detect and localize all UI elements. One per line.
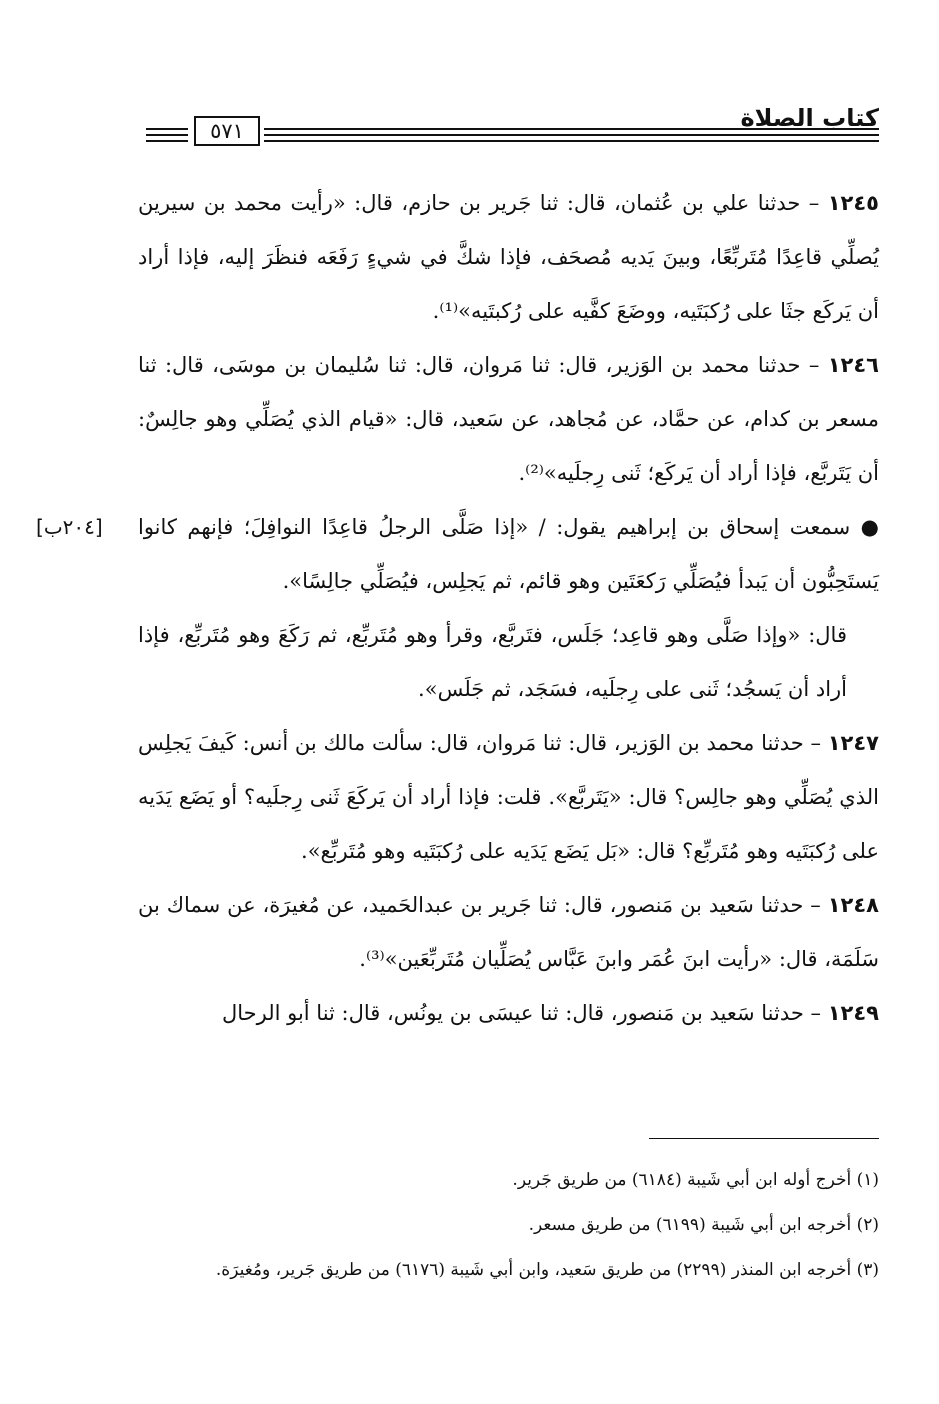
hadith-number: ١٢٤٧ <box>827 731 879 755</box>
main-text <box>36 176 880 1040</box>
hadith-number: ١٢٤٥ <box>827 191 879 215</box>
footnote-separator <box>649 1138 879 1139</box>
footnote-2: (٢) أخرجه ابن أبي شَيبة (٦١٩٩) من طريق مسعر. <box>528 1215 879 1235</box>
hadith-text: – حدثنا سَعيد بن مَنصور، قال: ثنا عيسَى بن يونُس، قال: ثنا أبو الرحال <box>221 1001 822 1025</box>
header-rule <box>146 128 188 130</box>
hadith-1247 <box>138 716 879 878</box>
hadith-text: – حدثنا سَعيد بن مَنصور، قال: ثنا جَرير بن عبدالحَميد، عن مُغيرَة، عن سماك بن سَلَمَة، قال: «رأيت ابنَ عُمَر وابنَ عَبَّاس يُصَلِّيان مُتَربِّعَين»⁽³⁾. <box>138 893 879 971</box>
hadith-number: ١٢٤٨ <box>827 893 880 917</box>
hadith-text: – حدثنا محمد بن الوَزير، قال: ثنا مَروان، قال: ثنا سُليمان بن موسَى، قال: ثنا مسعر بن كدام، عن حمَّاد، عن مُجاهد، عن سَعيد، قال: «قيام الذي يُصَلِّي وهو جالِسٌ: أن يَتَربَّع، فإذا أراد أن يَركَع؛ ثَنى رِجلَيه»⁽²⁾. <box>138 353 879 485</box>
header-rule <box>264 140 879 142</box>
header-rule <box>146 140 188 142</box>
page-number: ٥٧١ <box>194 116 260 146</box>
folio-marker: [٢٠٤ب] <box>36 515 103 539</box>
hadith-number: ١٢٤٦ <box>827 353 879 377</box>
hadith-1246 <box>138 338 879 500</box>
header-rule <box>264 134 879 136</box>
header-rule <box>146 134 188 136</box>
narration-paragraph <box>138 608 879 716</box>
footnote-1: (١) أخرج أوله ابن أبي شَيبة (٦١٨٤) من طريق جَرير. <box>512 1170 879 1190</box>
running-head-title: كتاب الصلاة <box>740 104 879 132</box>
page-header <box>146 104 879 154</box>
footnote-3: (٣) أخرجه ابن المنذر (٢٢٩٩) من طريق سَعيد، وابن أبي شَيبة (٦١٧٦) من طريق جَرير، ومُغيرَة. <box>215 1260 879 1280</box>
hadith-text: – حدثنا علي بن عُثمان، قال: ثنا جَرير بن حازم، قال: «رأيت محمد بن سيرين يُصلِّي قاعِدًا مُتَربِّعًا، وبينَ يَديه مُصحَف، فإذا شكَّ في شيءٍ رَفَعَه فنظَرَ إليه، فإذا أراد أن يَركَع جثَا على رُكبَتَيه، ووضَعَ كفَّيه على رُكبتَيه»⁽¹⁾. <box>138 191 879 323</box>
narration-paragraph <box>36 500 879 608</box>
narration-text: قال: «وإذا صَلَّى وهو قاعِد؛ جَلَس، فتَربَّع، وقرأ وهو مُتَربِّع، ثم رَكَعَ وهو مُتَربِّع، فإذا أراد أن يَسجُد؛ ثَنى على رِجلَيه، فسَجَد، ثم جَلَس». <box>138 623 847 701</box>
hadith-1245 <box>138 176 879 338</box>
hadith-number: ١٢٤٩ <box>827 1001 879 1025</box>
hadith-text: – حدثنا محمد بن الوَزير، قال: ثنا مَروان، قال: سألت مالك بن أنس: كَيفَ يَجلِس الذي يُصَلِّي وهو جالِس؟ قال: «يَتَربَّع». قلت: فإذا أراد أن يَركَعَ ثَنى رِجلَيه؟ أو يَضَع يَدَيه على رُكبَتَيه وهو مُتَربِّع؟ قال: «بَل يَضَع يَدَيه على رُكبَتَيه وهو مُتَربِّع». <box>138 731 879 863</box>
narration-text: ● سمعت إسحاق بن إبراهيم يقول: / «إذا صَلَّى الرجلُ قاعِدًا النوافِلَ؛ فإنهم كانوا يَستَحِبُّون أن يَبدأ فيُصَلِّي رَكعَتَين وهو قائم، ثم يَجلِس، فيُصَلِّي جالِسًا». <box>138 515 879 593</box>
hadith-1248 <box>138 878 879 986</box>
hadith-1249 <box>138 986 879 1040</box>
header-rule <box>264 128 879 130</box>
footnotes <box>150 1158 879 1293</box>
